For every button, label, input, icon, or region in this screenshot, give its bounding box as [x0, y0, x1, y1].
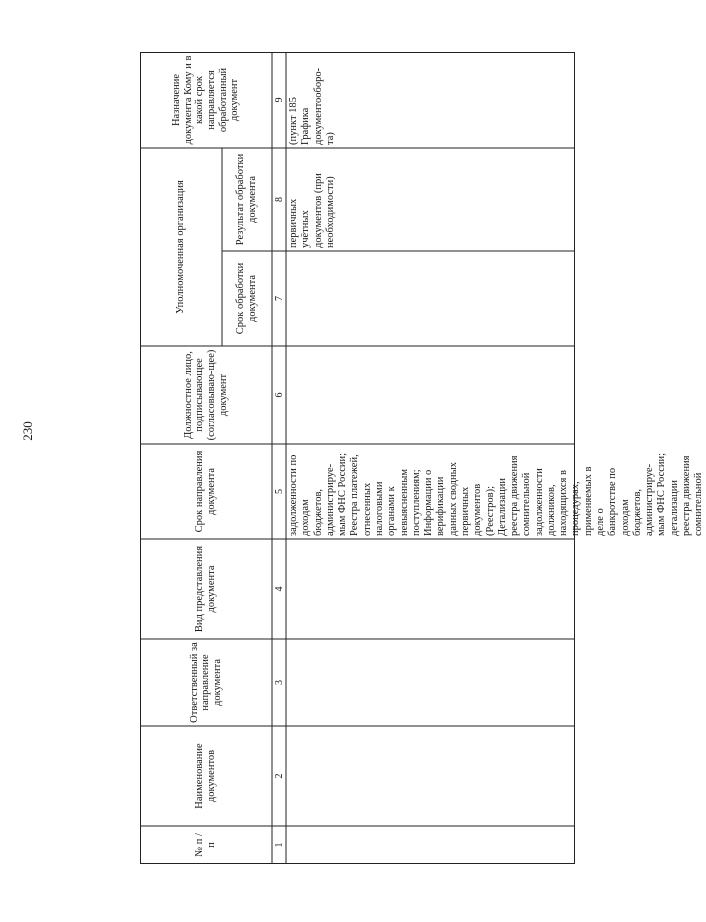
text-line: применяемых в — [582, 466, 594, 536]
header-doc-names: Наименование документов — [194, 743, 217, 809]
text-line: находящихся в — [558, 470, 570, 536]
text-line: мым ФНС России; — [656, 452, 668, 536]
text-line: налоговыми — [373, 481, 385, 536]
text-line: Графика — [300, 107, 312, 145]
text-line: мым ФНС России; — [337, 452, 349, 536]
text-line: процедурах, — [570, 481, 582, 536]
header-deadline: Срок направления документа — [194, 450, 217, 533]
text-line: документооборо- — [312, 67, 324, 145]
text-line: реестра движения — [681, 455, 692, 536]
text-line: первичных — [288, 198, 299, 248]
text-line: Реестра платежей, — [349, 454, 361, 536]
col-number-1: 1 — [273, 842, 285, 848]
header-processing-result: Результат обработки документа — [235, 153, 258, 246]
col-number-7: 7 — [273, 296, 285, 301]
text-line: задолженности по — [288, 454, 299, 536]
col-number-6: 6 — [273, 392, 285, 398]
text-line: документов (при — [312, 173, 324, 248]
deadline-cell — [286, 444, 705, 539]
text-line: бюджетов, — [631, 488, 643, 536]
col-number-2: 2 — [273, 773, 285, 779]
col-number-4: 4 — [273, 586, 285, 592]
text-line: детализации — [668, 480, 680, 536]
text-line: невыясненным — [398, 469, 410, 536]
text-line: необходимости) — [324, 176, 336, 248]
text-line: доходам — [300, 499, 312, 536]
text-line: администрируе- — [644, 463, 656, 536]
text-line: отнесенных — [361, 482, 373, 536]
col-number-5: 5 — [273, 489, 285, 494]
text-line: деле о — [595, 508, 607, 536]
text-line: органами к — [386, 486, 398, 536]
text-line: администрируе- — [324, 463, 336, 536]
header-processing-time: Срок обработки документа — [235, 262, 258, 335]
text-line: должников, — [545, 484, 557, 536]
text-line: данных сводных — [447, 462, 459, 536]
text-line: доходам — [619, 499, 631, 536]
text-line: та) — [324, 132, 336, 145]
text-line: (Реестров); — [484, 485, 496, 536]
text-line: документов — [472, 483, 484, 536]
text-line: верификации — [435, 476, 447, 536]
text-line: задолженности — [533, 468, 545, 536]
header-representation: Вид представления документа — [194, 545, 217, 633]
header-col-num: № п / п — [194, 833, 217, 857]
text-line: учётных — [300, 210, 312, 248]
text-line: первичных — [459, 486, 471, 536]
purpose-cell — [286, 52, 575, 148]
col-number-9: 9 — [273, 97, 285, 103]
text-line: сомнительной — [693, 472, 705, 536]
header-signatory: Должностное лицо, подписывающее (согласовываю-щее) документ — [182, 349, 229, 441]
text-line: поступлениям; — [410, 469, 422, 536]
document-table — [140, 52, 705, 864]
text-line: реестра движения — [509, 455, 521, 536]
text-line: Информации о — [423, 469, 435, 536]
processing-result-cell — [286, 148, 575, 251]
text-line: (пункт 185 — [288, 97, 299, 145]
page-number: 230 — [20, 421, 35, 441]
text-line: банкротстве по — [607, 467, 619, 536]
col-number-3: 3 — [273, 680, 285, 685]
text-line: Детализации — [496, 478, 508, 536]
col-number-8: 8 — [273, 197, 285, 202]
header-purpose: Назначение документа Кому и в какой срок направляется обработанный документ — [171, 55, 241, 145]
header-authorized-org: Уполномоченная организация — [175, 180, 187, 314]
header-responsible: Ответственный за направление документа — [188, 642, 223, 723]
text-line: бюджетов, — [312, 488, 324, 536]
text-line: сомнительной — [521, 472, 533, 536]
